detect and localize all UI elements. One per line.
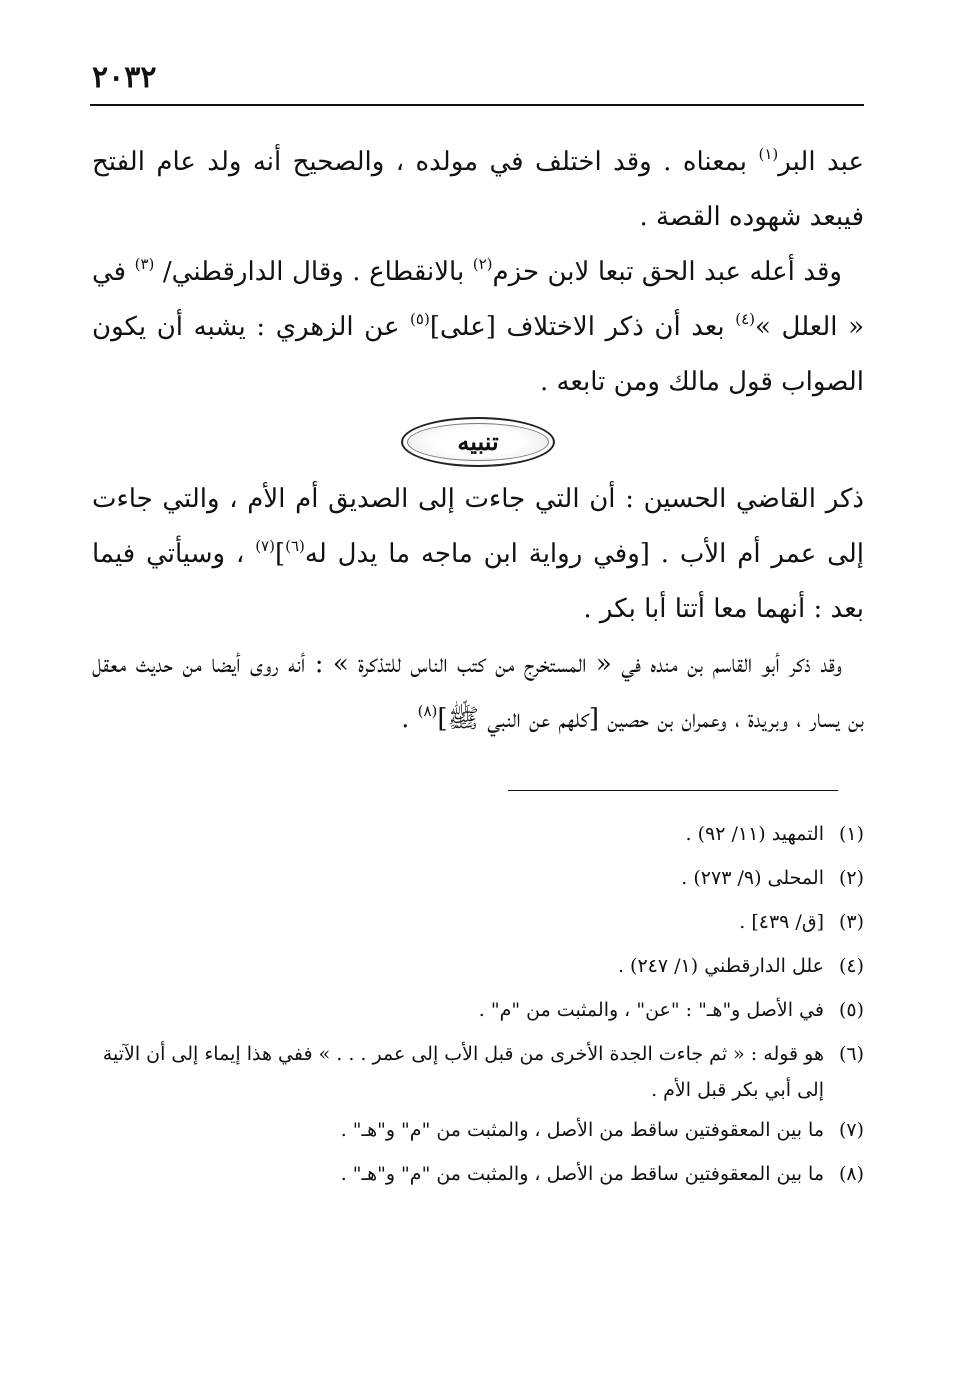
footnote-ref-2[interactable]: (٢) [472, 255, 493, 273]
paragraph-4 [92, 637, 864, 747]
footnote-number: (٣) [838, 911, 864, 933]
footnote-item [86, 944, 864, 988]
text-run: ذكر القاضي الحسين : أن التي جاءت إلى الصديق أم الأم ، والتي جاءت إلى عمر أم الأب . [وفي رواية ابن ماجه ما يدل له [92, 484, 864, 569]
footnote-text: [ق/ ٤٣٩] . [739, 911, 824, 933]
text-run: بعد أن ذكر الاختلاف [على] [429, 312, 736, 342]
text-run: ] [274, 539, 286, 569]
footnote-ref-7[interactable]: (٧) [255, 537, 275, 555]
text-run: بالانقطاع . وقال الدارقطني/ [154, 257, 473, 287]
footnotes [86, 812, 864, 1196]
heading-title: تنبيه [457, 427, 499, 456]
footnote-number: (١) [838, 823, 864, 845]
footnote-text: في الأصل و"هـ" : "عن" ، والمثبت من "م" . [478, 999, 824, 1021]
paragraph-1 [92, 135, 864, 245]
text-run: وقد أعله عبد الحق تبعا لابن حزم [492, 257, 842, 287]
footnote-item [86, 1108, 864, 1152]
paragraph-2 [92, 245, 864, 410]
footnote-item [86, 988, 864, 1032]
footnote-text: هو قوله : « ثم جاءت الجدة الأخرى من قبل الأب إلى عمر . . . » ففي هذا إيماء إلى أن الآتية إلى أبي بكر قبل الأم . [102, 1043, 824, 1101]
footnote-number: (٨) [838, 1163, 864, 1185]
footnote-divider [508, 790, 838, 791]
footnote-number: (٤) [838, 955, 864, 977]
text-run: عبد البر [778, 147, 864, 177]
paragraph-3 [92, 472, 864, 637]
footnote-text: علل الدارقطني (١/ ٢٤٧) . [617, 955, 824, 977]
footnote-text: ما بين المعقوفتين ساقط من الأصل ، والمثبت من "م" و"هـ" . [340, 1163, 824, 1185]
footnote-ref-8[interactable]: (٨) [417, 702, 438, 720]
footnote-number: (٢) [838, 867, 864, 889]
footnote-number: (٧) [838, 1119, 864, 1141]
footnote-ref-3[interactable]: (٣) [134, 255, 155, 273]
main-text [92, 135, 864, 747]
footnote-text: ما بين المعقوفتين ساقط من الأصل ، والمثبت من "م" و"هـ" . [340, 1119, 824, 1141]
footnote-number: (٦) [838, 1043, 864, 1065]
text-run: . [401, 704, 418, 734]
heading-ornament-frame [401, 417, 555, 467]
footnote-text: المحلى (٩/ ٢٧٣) . [681, 867, 824, 889]
footnote-item [86, 812, 864, 856]
text-run: وقد ذكر أبو القاسم بن منده في « المستخرج من كتب الناس للتذكرة » : أنه روى أيضا من حديث معقل بن يسار ، وبريدة ، وعمران بن حصين [كلهم عن النبي ﷺ] [92, 649, 864, 734]
footnote-ref-5[interactable]: (٥) [410, 310, 430, 328]
section-heading [92, 413, 864, 469]
footnote-item [86, 1032, 864, 1108]
text-run: في « العلل » [92, 257, 864, 342]
footnote-number: (٥) [838, 999, 864, 1021]
footnote-ref-1[interactable]: (١) [758, 145, 779, 163]
text-run: بمعناه . وقد اختلف في مولده ، والصحيح أنه ولد عام الفتح فيبعد شهوده القصة . [92, 147, 864, 232]
footnote-item [86, 856, 864, 900]
footnote-ref-6[interactable]: (٦) [285, 537, 305, 555]
page-number: ٢٠٣٢ [92, 60, 157, 95]
text-run: عن الزهري : يشبه أن يكون الصواب قول مالك ومن تابعه . [92, 312, 864, 397]
footnote-item [86, 1152, 864, 1196]
header-divider [90, 104, 864, 106]
text-run: ، وسيأتي فيما بعد : أنهما معا أتتا أبا بكر . [92, 539, 864, 624]
footnote-text: التمهيد (١١/ ٩٢) . [685, 823, 824, 845]
footnote-item [86, 900, 864, 944]
footnote-ref-4[interactable]: (٤) [735, 310, 756, 328]
